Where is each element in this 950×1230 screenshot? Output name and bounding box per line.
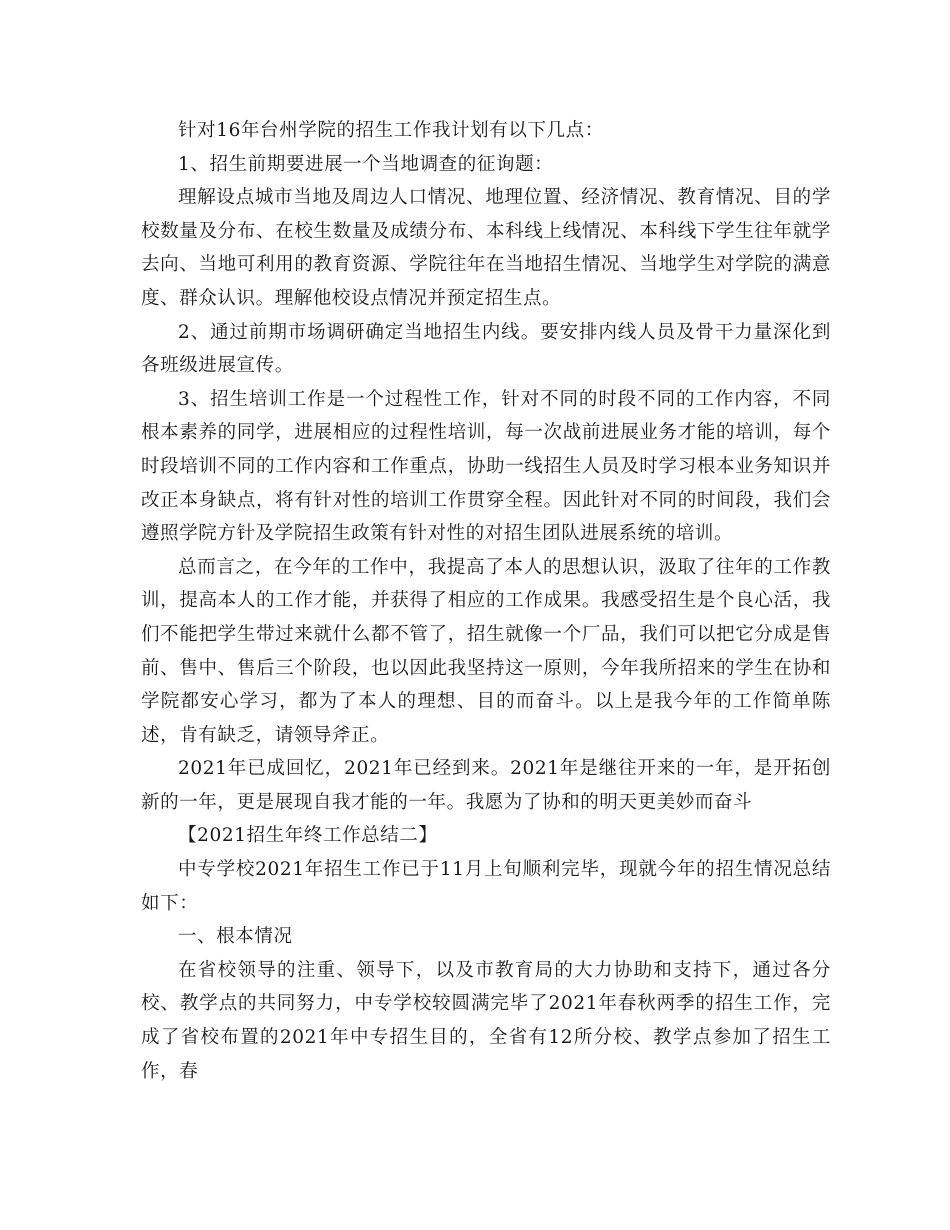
section-intro-paragraph: 中专学校2021年招生工作已于11月上旬顺利完毕，现就今年的招生情况总结如下： bbox=[141, 859, 831, 914]
point-1-paragraph: 理解设点城市当地及周边人口情况、地理位置、经济情况、教育情况、目的学校数量及分布、在校生数量及成绩分布、本科线上线情况、本科线下学生往年就学去向、当地可利用的教育资源、学院往年在当地招生情况、当地学生对学院的满意度、群众认识。理解他校设点情况并预定招生点。 bbox=[141, 187, 831, 309]
subsection-paragraph: 在省校领导的注重、领导下，以及市教育局的大力协助和支持下，通过各分校、教学点的共同努力，中专学校较圆满完毕了2021年春秋两季的招生工作，完成了省校布置的2021年中专招生目的，全省有12所分校、教学点参加了招生工作，春 bbox=[141, 959, 831, 1082]
point-1-heading: 1、招生前期要进展一个当地调查的征询题： bbox=[178, 153, 554, 175]
intro-paragraph: 针对16年台州学院的招生工作我计划有以下几点： bbox=[178, 120, 604, 141]
document-body bbox=[141, 114, 831, 1088]
point-3-paragraph: 3、招生培训工作是一个过程性工作，针对不同的时段不同的工作内容，不同根本素养的同学，进展相应的过程性培训，每一次战前进展业务才能的培训，每个时段培训不同的工作内容和工作重点，协助一线招生人员及时学习根本业务知识并改正本身缺点，将有针对性的培训工作贯穿全程。因此针对不同的时间段，我们会遵照学院方针及学院招生政策有针对性的对招生团队进展系统的培训。 bbox=[141, 388, 831, 545]
closing-paragraph: 2021年已成回忆，2021年已经到来。2021年是继往开来的一年，是开拓创新的一年，更是展现自我才能的一年。我愿为了协和的明天更美妙而奋斗 bbox=[141, 758, 831, 813]
point-2-paragraph: 2、通过前期市场调研确定当地招生内线。要安排内线人员及骨干力量深化到各班级进展宣传。 bbox=[141, 321, 831, 377]
subsection-heading: 一、根本情况 bbox=[178, 926, 293, 948]
summary-paragraph: 总而言之，在今年的工作中，我提高了本人的思想认识，汲取了往年的工作教训，提高本人的工作才能，并获得了相应的工作成果。我感受招生是个良心活，我们不能把学生带过来就什么都不管了，招生就像一个厂品，我们可以把它分成是售前、售中、售后三个阶段，也以因此我坚持这一原则，今年我所招来的学生在协和学院都安心学习，都为了本人的理想、目的而奋斗。以上是我今年的工作简单陈述，肯有缺乏，请领导斧正。 bbox=[141, 556, 831, 746]
section-title: 【2021招生年终工作总结二】 bbox=[178, 825, 438, 847]
